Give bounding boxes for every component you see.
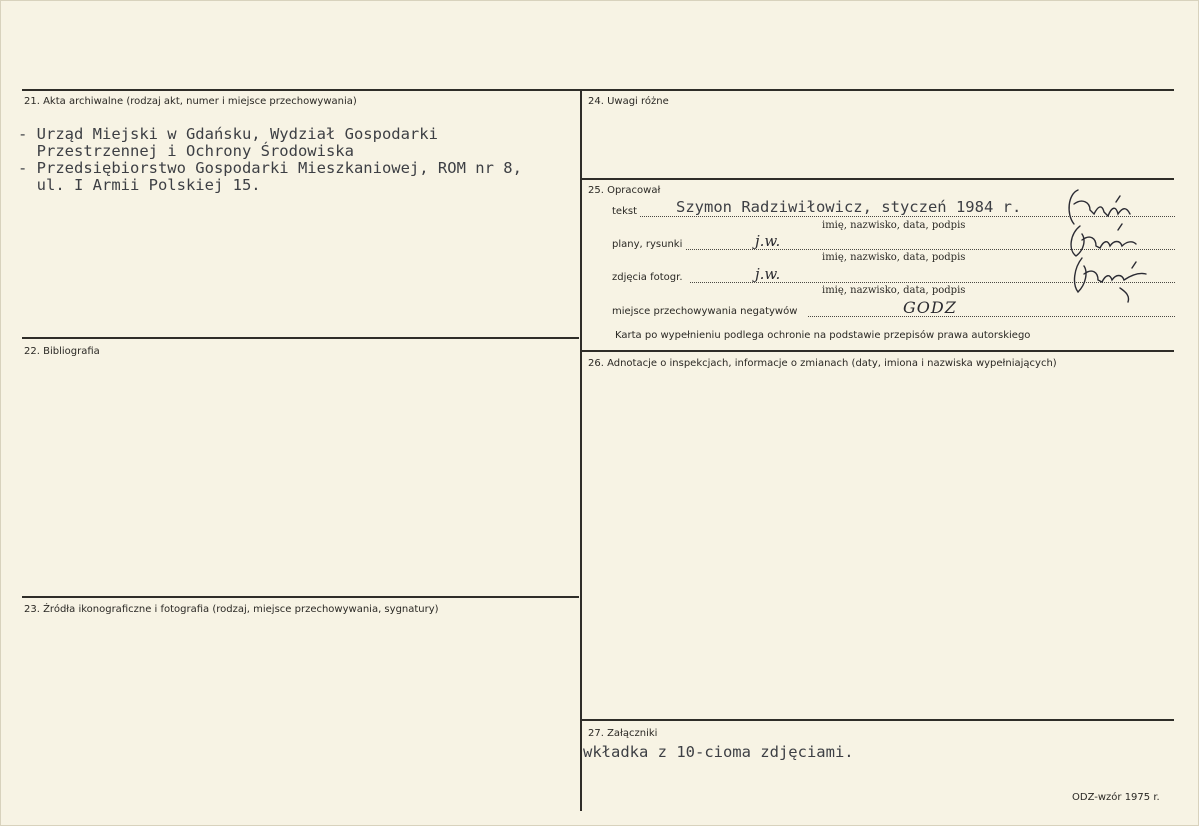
top-rule [22,89,1174,91]
center-divider [580,89,582,811]
zdjecia-value: j.w. [755,265,781,283]
section-21-line: - Przedsiębiorstwo Gospodarki Mieszkaniowej, ROM nr 8, [18,159,522,177]
section-27-value: wkładka z 10-cioma zdjęciami. [583,743,854,761]
plany-value: j.w. [755,232,781,250]
negatywy-value: GODZ [903,298,957,317]
zdjecia-caption: imię, nazwisko, data, podpis [822,285,966,296]
signature-image [1060,184,1150,304]
section-25-label: 25. Opracował [588,185,661,196]
rule-21-22 [22,337,579,339]
tekst-caption: imię, nazwisko, data, podpis [822,220,966,231]
plany-caption: imię, nazwisko, data, podpis [822,252,966,263]
negatywy-dotted-line [808,316,1175,317]
rule-25-26 [582,350,1174,352]
section-21-line: Przestrzennej i Ochrony Środowiska [18,142,354,160]
section-26-label: 26. Adnotacje o inspekcjach, informacje o zmianach (daty, imiona i nazwiska wypełniających) [588,358,1057,369]
rule-26-27 [582,719,1174,721]
tekst-label: tekst [612,206,637,217]
rule-22-23 [22,596,579,598]
section-21-label: 21. Akta archiwalne (rodzaj akt, numer i miejsce przechowywania) [24,96,357,107]
tekst-value: Szymon Radziwiłowicz, styczeń 1984 r. [676,198,1022,216]
section-22-label: 22. Bibliografia [24,346,100,357]
rule-24-25 [582,178,1174,180]
negatywy-label: miejsce przechowywania negatywów [612,306,798,317]
section-21-line: - Urząd Miejski w Gdańsku, Wydział Gospodarki [18,125,438,143]
form-footer: ODZ-wzór 1975 r. [1072,792,1160,803]
section-21-line: ul. I Armii Polskiej 15. [18,176,261,194]
copyright-note: Karta po wypełnieniu podlega ochronie na podstawie przepisów prawa autorskiego [615,330,1031,341]
section-23-label: 23. Źródła ikonograficzne i fotografia (rodzaj, miejsce przechowywania, sygnatury) [24,604,439,615]
plany-label: plany, rysunki [612,239,683,250]
zdjecia-label: zdjęcia fotogr. [612,272,683,283]
section-24-label: 24. Uwagi różne [588,96,669,107]
section-27-label: 27. Załączniki [588,728,658,739]
